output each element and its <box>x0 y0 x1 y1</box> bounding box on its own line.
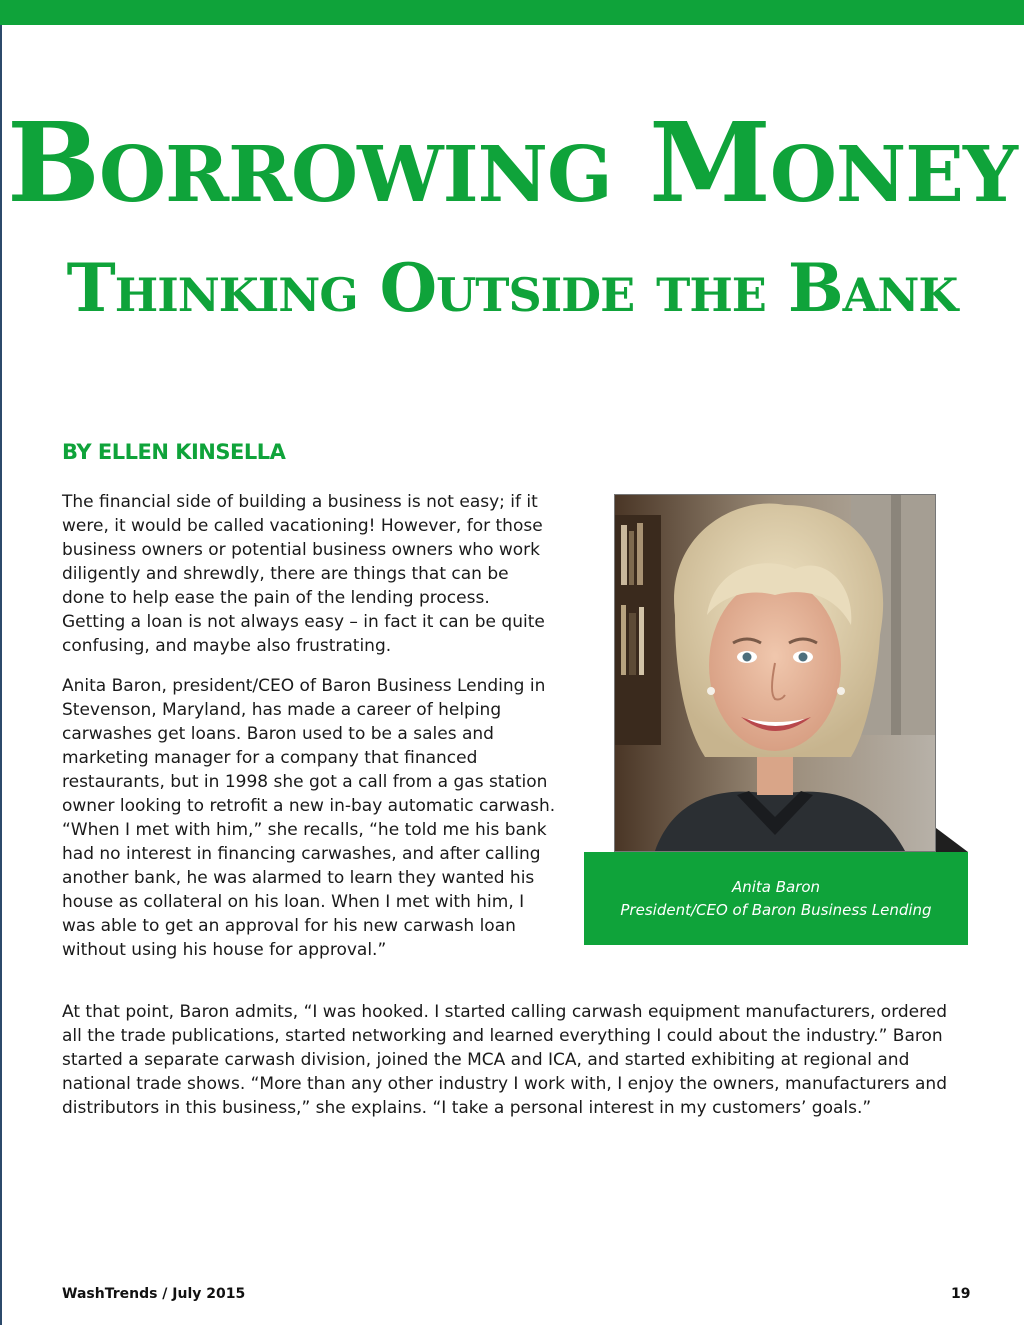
portrait-illustration <box>615 495 935 851</box>
caption-corner-shadow <box>936 828 968 852</box>
article-subtitle: Thinking Outside the Bank <box>66 249 958 327</box>
article-title: Borrowing Money <box>7 98 1017 227</box>
caption-title: President/CEO of Baron Business Lending <box>620 900 932 919</box>
footer-publication: WashTrends / July 2015 <box>62 1286 246 1302</box>
article-paragraph-3: At that point, Baron admits, “I was hooked. I started calling carwash equipment manufacturers, ordered all the trade publications, started networking and learned everything I could about the industry.” Baron started a separate carwash division, joined the MCA and ICA, and started exhibiting at regional and national trade shows. “More than any other industry I work with, I enjoy the owners, manufacturers and distributors in this business,” she explains. “I take a personal interest in my customers’ goals.” <box>62 1002 947 1118</box>
left-edge-line <box>0 25 2 1325</box>
footer-page-number: 19 <box>951 1286 971 1302</box>
byline: BY ELLEN KINSELLA <box>62 440 286 464</box>
portrait-photo <box>614 494 936 852</box>
article-paragraph-2: Anita Baron, president/CEO of Baron Business Lending in Stevenson, Maryland, has made a career of helping carwashes get loans. Baron used to be a sales and marketing manager for a company that financed restaurants, but in 1998 she got a call from a gas station owner looking to retrofit a new in-bay automatic carwash. “When I met with him,” she recalls, “he told me his bank had no interest in financing carwashes, and after calling another bank, he was alarmed to learn they wanted his house as collateral on his loan. When I met with him, I was able to get an approval for his new carwash loan without using his house for approval.” <box>62 676 556 960</box>
top-accent-bar <box>0 0 1024 25</box>
article-paragraph-1: The financial side of building a business is not easy; if it were, it would be called vacationing! However, for those business owners or potential business owners who work diligently and shrewdly, there are things that can be done to help ease the pain of the lending process. Getting a loan is not always easy – in fact it can be quite confusing, and maybe also frustrating. <box>62 492 545 656</box>
caption-name: Anita Baron <box>731 877 821 896</box>
photo-caption <box>584 852 968 945</box>
